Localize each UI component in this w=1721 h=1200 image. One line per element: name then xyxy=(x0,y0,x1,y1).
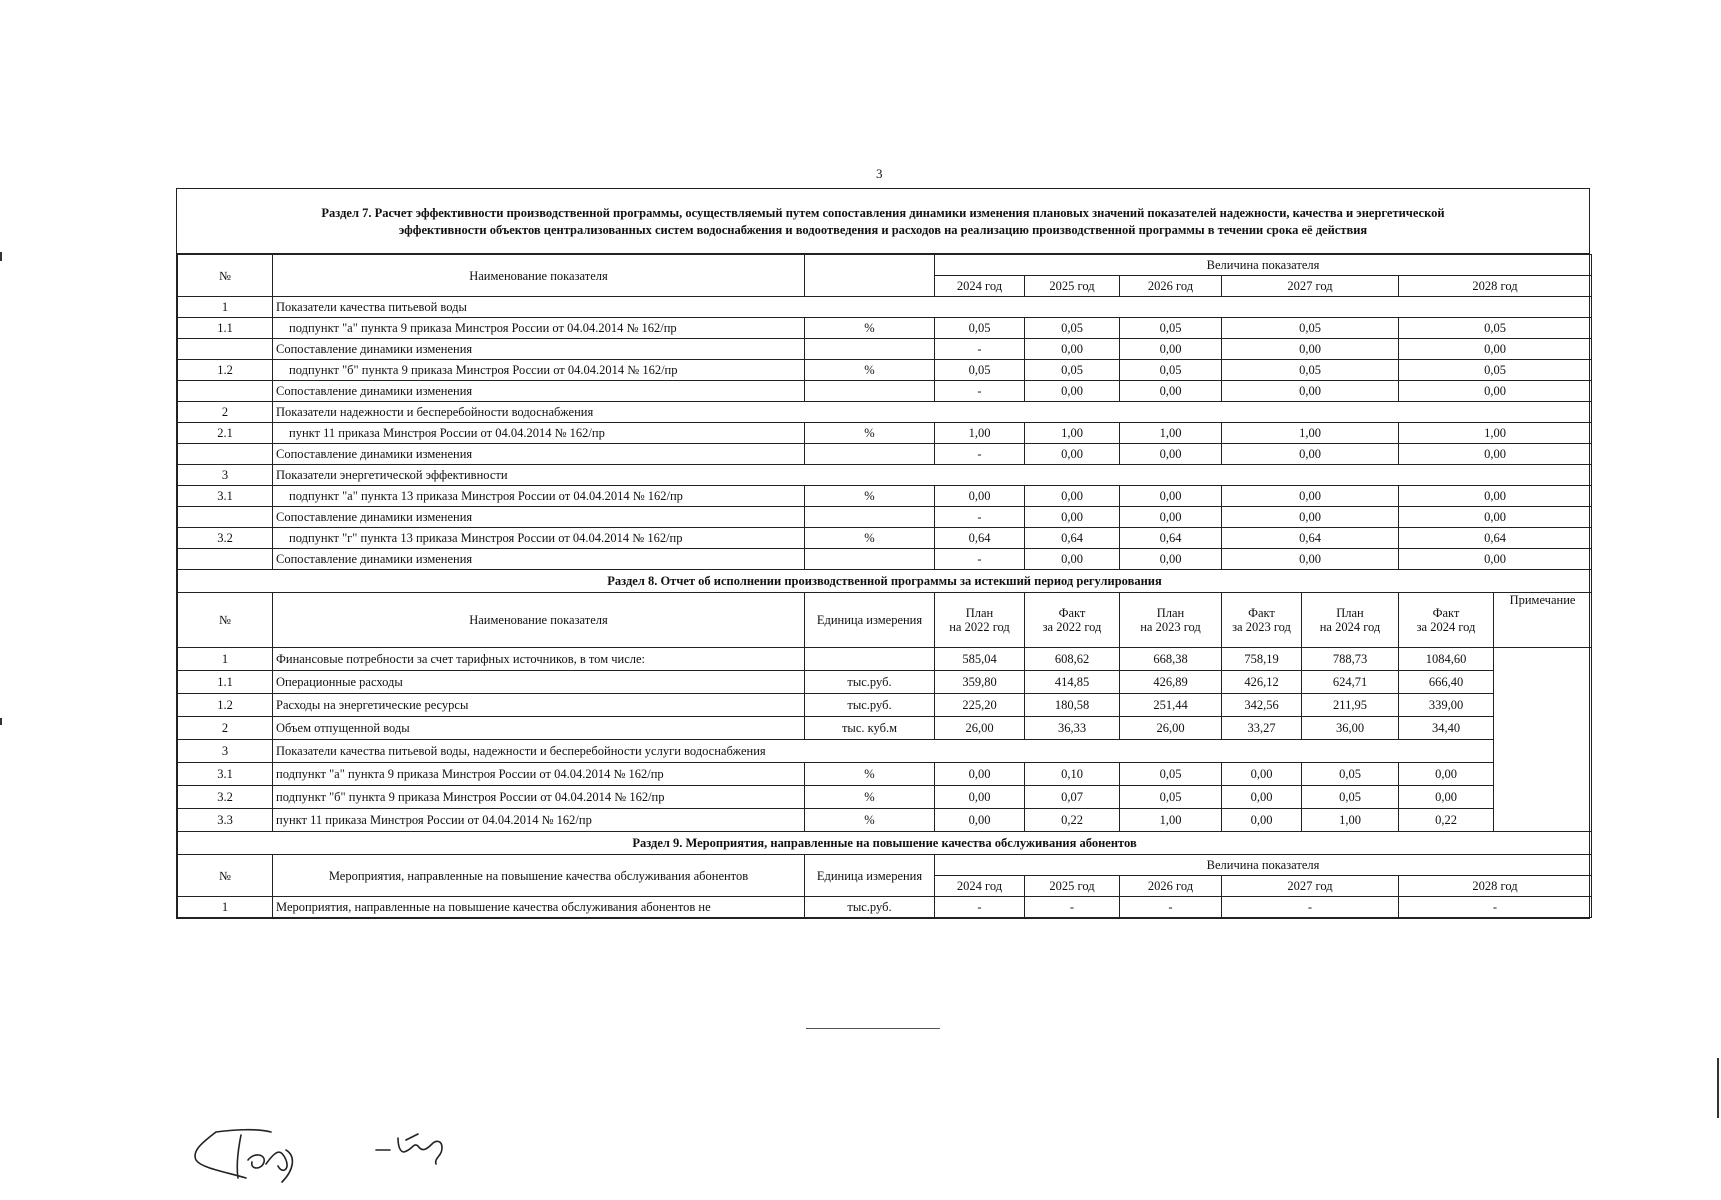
value-cell: 426,12 xyxy=(1222,671,1302,694)
unit-cell xyxy=(805,339,935,360)
s9-year: 2025 год xyxy=(1025,876,1120,897)
value-cell: 414,85 xyxy=(1025,671,1120,694)
row-number xyxy=(178,339,273,360)
row-number: 1.1 xyxy=(178,318,273,339)
value-cell: - xyxy=(935,444,1025,465)
value-cell: 0,64 xyxy=(1120,528,1222,549)
indicator-name: подпункт "а" пункта 13 приказа Минстроя России от 04.04.2014 № 162/пр xyxy=(273,486,805,507)
row-number xyxy=(178,549,273,570)
value-cell: - xyxy=(935,339,1025,360)
s8-body xyxy=(178,648,1592,832)
unit-cell: % xyxy=(805,360,935,381)
table-row xyxy=(178,528,1592,549)
value-cell: 0,00 xyxy=(1222,444,1399,465)
value-cell: - xyxy=(1025,897,1120,918)
value-cell: 0,00 xyxy=(935,486,1025,507)
indicator-name: подпункт "г" пункта 13 приказа Минстроя России от 04.04.2014 № 162/пр xyxy=(273,528,805,549)
unit-cell xyxy=(805,381,935,402)
section9-title: Раздел 9. Мероприятия, направленные на повышение качества обслуживания абонентов xyxy=(178,832,1592,855)
value-cell: - xyxy=(935,549,1025,570)
indicator-name: Операционные расходы xyxy=(273,671,805,694)
row-number: 1 xyxy=(178,897,273,918)
table-row xyxy=(178,809,1592,832)
table-row xyxy=(178,648,1592,671)
value-cell: 0,00 xyxy=(1120,381,1222,402)
value-cell: 0,64 xyxy=(1399,528,1592,549)
s8-col-unit: Единица измерения xyxy=(805,593,935,648)
value-cell: 0,00 xyxy=(1025,486,1120,507)
unit-cell xyxy=(805,507,935,528)
value-cell: 0,05 xyxy=(935,360,1025,381)
row-number: 2 xyxy=(178,717,273,740)
unit-cell: тыс. куб.м xyxy=(805,717,935,740)
table-row xyxy=(178,339,1592,360)
value-cell: 359,80 xyxy=(935,671,1025,694)
value-cell: 0,64 xyxy=(935,528,1025,549)
value-cell: 0,07 xyxy=(1025,786,1120,809)
section9-title-row xyxy=(178,832,1592,855)
value-cell: 0,00 xyxy=(1399,507,1592,528)
value-cell: 339,00 xyxy=(1399,694,1494,717)
row-number: 3.2 xyxy=(178,528,273,549)
row-number: 2 xyxy=(178,402,273,423)
row-number: 3.1 xyxy=(178,763,273,786)
indicator-name: Сопоставление динамики изменения xyxy=(273,339,805,360)
value-cell: 0,00 xyxy=(1222,786,1302,809)
s7-body xyxy=(178,297,1592,570)
value-cell: 0,05 xyxy=(1120,786,1222,809)
s7-col-name: Наименование показателя xyxy=(273,255,805,297)
value-cell: - xyxy=(1399,897,1592,918)
table-row xyxy=(178,381,1592,402)
value-cell: 0,00 xyxy=(1399,763,1494,786)
s8-col-name: Наименование показателя xyxy=(273,593,805,648)
value-cell: 251,44 xyxy=(1120,694,1222,717)
scan-edge-mark xyxy=(0,252,2,261)
s7-year: 2027 год xyxy=(1222,276,1399,297)
value-cell: 26,00 xyxy=(1120,717,1222,740)
value-cell: 180,58 xyxy=(1025,694,1120,717)
s7-year: 2026 год xyxy=(1120,276,1222,297)
table-row xyxy=(178,897,1592,918)
row-number: 3 xyxy=(178,740,273,763)
row-number: 1.2 xyxy=(178,694,273,717)
value-cell: 26,00 xyxy=(935,717,1025,740)
value-cell: 0,00 xyxy=(935,786,1025,809)
table-row xyxy=(178,507,1592,528)
indicator-name: Сопоставление динамики изменения xyxy=(273,444,805,465)
value-cell: 33,27 xyxy=(1222,717,1302,740)
table-row xyxy=(178,402,1592,423)
section7-title: Раздел 7. Расчет эффективности производственной программы, осуществляемый путем сопоставления динамики изменения плановых значений показателей надежности, качества и энергетической эффективности объектов централизованных систем водоснабжения и водоотведения и расходов на реализацию производственной программы в течении срока её действия xyxy=(177,189,1589,254)
value-cell: 624,71 xyxy=(1302,671,1399,694)
s9-col-value-group: Величина показателя xyxy=(935,855,1592,876)
value-cell: 0,00 xyxy=(1399,486,1592,507)
value-cell: 0,05 xyxy=(1399,360,1592,381)
value-cell: 0,05 xyxy=(1302,786,1399,809)
value-cell: 0,05 xyxy=(935,318,1025,339)
unit-cell xyxy=(805,648,935,671)
row-number: 1.1 xyxy=(178,671,273,694)
value-cell: 0,00 xyxy=(1222,549,1399,570)
s9-year: 2026 год xyxy=(1120,876,1222,897)
value-cell: 758,19 xyxy=(1222,648,1302,671)
value-cell: 608,62 xyxy=(1025,648,1120,671)
s7-year: 2028 год xyxy=(1399,276,1592,297)
table-row xyxy=(178,717,1592,740)
s8-col-fact-2024: Факт за 2024 год xyxy=(1399,593,1494,648)
s9-header-row1 xyxy=(178,855,1592,876)
value-cell: 1,00 xyxy=(1025,423,1120,444)
unit-cell: % xyxy=(805,786,935,809)
value-cell: 0,00 xyxy=(1399,549,1592,570)
unit-cell: % xyxy=(805,763,935,786)
value-cell: 0,00 xyxy=(1025,549,1120,570)
row-number: 3.2 xyxy=(178,786,273,809)
value-cell: 0,00 xyxy=(1120,486,1222,507)
unit-cell: тыс.руб. xyxy=(805,671,935,694)
value-cell: 0,00 xyxy=(1399,381,1592,402)
table-row xyxy=(178,786,1592,809)
table-row xyxy=(178,297,1592,318)
row-number: 3 xyxy=(178,465,273,486)
s9-body xyxy=(178,897,1592,918)
indicator-name: подпункт "а" пункта 9 приказа Минстроя России от 04.04.2014 № 162/пр xyxy=(273,763,805,786)
row-number: 3.1 xyxy=(178,486,273,507)
s8-col-no: № xyxy=(178,593,273,648)
table-row xyxy=(178,318,1592,339)
main-table xyxy=(177,254,1592,918)
table-row xyxy=(178,486,1592,507)
unit-cell: % xyxy=(805,423,935,444)
value-cell: - xyxy=(935,897,1025,918)
s7-header-row1 xyxy=(178,255,1592,276)
value-cell: 0,22 xyxy=(1025,809,1120,832)
value-cell: 0,00 xyxy=(1222,809,1302,832)
separator-line xyxy=(806,1028,940,1029)
value-cell: 0,00 xyxy=(935,809,1025,832)
indicator-name: Объем отпущенной воды xyxy=(273,717,805,740)
s8-col-note: Примечание xyxy=(1494,593,1592,648)
row-number xyxy=(178,381,273,402)
value-cell: 0,00 xyxy=(1399,339,1592,360)
group-name: Показатели энергетической эффективности xyxy=(273,465,1592,486)
s9-year: 2024 год xyxy=(935,876,1025,897)
value-cell: 225,20 xyxy=(935,694,1025,717)
row-number: 1 xyxy=(178,648,273,671)
unit-cell xyxy=(805,444,935,465)
value-cell: 0,00 xyxy=(1120,507,1222,528)
value-cell: 668,38 xyxy=(1120,648,1222,671)
section8-title: Раздел 8. Отчет об исполнении производственной программы за истекший период регулирования xyxy=(178,570,1592,593)
group-name: Показатели надежности и бесперебойности водоснабжения xyxy=(273,402,1592,423)
s8-col-fact-2023: Факт за 2023 год xyxy=(1222,593,1302,648)
section8-title-row xyxy=(178,570,1592,593)
value-cell: 0,64 xyxy=(1025,528,1120,549)
s9-col-no: № xyxy=(178,855,273,897)
table-row xyxy=(178,549,1592,570)
value-cell: 0,10 xyxy=(1025,763,1120,786)
value-cell: 1,00 xyxy=(1120,809,1222,832)
table-row xyxy=(178,423,1592,444)
value-cell: 0,64 xyxy=(1222,528,1399,549)
indicator-name: подпункт "б" пункта 9 приказа Минстроя России от 04.04.2014 № 162/пр xyxy=(273,360,805,381)
s8-col-plan-2024: План на 2024 год xyxy=(1302,593,1399,648)
note-cell xyxy=(1494,648,1592,832)
unit-cell: % xyxy=(805,809,935,832)
value-cell: 0,05 xyxy=(1222,318,1399,339)
indicator-name: подпункт "б" пункта 9 приказа Минстроя России от 04.04.2014 № 162/пр xyxy=(273,786,805,809)
value-cell: 1,00 xyxy=(1302,809,1399,832)
indicator-name: подпункт "а" пункта 9 приказа Минстроя России от 04.04.2014 № 162/пр xyxy=(273,318,805,339)
value-cell: 0,00 xyxy=(935,763,1025,786)
value-cell: 426,89 xyxy=(1120,671,1222,694)
indicator-name: Сопоставление динамики изменения xyxy=(273,549,805,570)
value-cell: 0,00 xyxy=(1120,444,1222,465)
row-number: 3.3 xyxy=(178,809,273,832)
value-cell: 0,05 xyxy=(1302,763,1399,786)
value-cell: 1084,60 xyxy=(1399,648,1494,671)
unit-cell: % xyxy=(805,528,935,549)
indicator-name: Расходы на энергетические ресурсы xyxy=(273,694,805,717)
indicator-name: Сопоставление динамики изменения xyxy=(273,381,805,402)
row-number: 1.2 xyxy=(178,360,273,381)
group-name: Показатели качества питьевой воды xyxy=(273,297,1592,318)
value-cell: 0,05 xyxy=(1399,318,1592,339)
unit-cell: тыс.руб. xyxy=(805,897,935,918)
value-cell: 788,73 xyxy=(1302,648,1399,671)
document-frame xyxy=(176,188,1590,919)
activity-name: Мероприятия, направленные на повышение качества обслуживания абонентов не xyxy=(273,897,805,918)
value-cell: 0,00 xyxy=(1222,486,1399,507)
s7-col-value-group: Величина показателя xyxy=(935,255,1592,276)
value-cell: 0,00 xyxy=(1120,549,1222,570)
table-row xyxy=(178,360,1592,381)
scan-edge-mark xyxy=(1717,1058,1719,1118)
s8-col-plan-2023: План на 2023 год xyxy=(1120,593,1222,648)
value-cell: 1,00 xyxy=(1399,423,1592,444)
indicator-name: пункт 11 приказа Минстроя России от 04.04.2014 № 162/пр xyxy=(273,809,805,832)
indicator-name: Сопоставление динамики изменения xyxy=(273,507,805,528)
handwritten-signature xyxy=(186,1120,486,1190)
value-cell: - xyxy=(935,381,1025,402)
value-cell: 0,00 xyxy=(1025,507,1120,528)
value-cell: 342,56 xyxy=(1222,694,1302,717)
indicator-name: пункт 11 приказа Минстроя России от 04.04.2014 № 162/пр xyxy=(273,423,805,444)
s8-header-row xyxy=(178,593,1592,648)
value-cell: 0,22 xyxy=(1399,809,1494,832)
value-cell: 0,05 xyxy=(1120,318,1222,339)
row-number: 1 xyxy=(178,297,273,318)
s8-col-plan-2022: План на 2022 год xyxy=(935,593,1025,648)
table-row xyxy=(178,740,1592,763)
s8-col-fact-2022: Факт за 2022 год xyxy=(1025,593,1120,648)
value-cell: 0,00 xyxy=(1025,339,1120,360)
value-cell: 0,05 xyxy=(1120,763,1222,786)
value-cell: 0,05 xyxy=(1025,318,1120,339)
value-cell: 1,00 xyxy=(1120,423,1222,444)
value-cell: 1,00 xyxy=(935,423,1025,444)
s7-year: 2025 год xyxy=(1025,276,1120,297)
value-cell: 0,00 xyxy=(1222,339,1399,360)
table-row xyxy=(178,694,1592,717)
value-cell: 0,05 xyxy=(1222,360,1399,381)
row-number xyxy=(178,507,273,528)
value-cell: - xyxy=(1222,897,1399,918)
s7-col-unit xyxy=(805,255,935,297)
table-row xyxy=(178,671,1592,694)
scan-edge-mark xyxy=(0,718,2,725)
value-cell: 0,00 xyxy=(1120,339,1222,360)
value-cell: - xyxy=(1120,897,1222,918)
value-cell: 211,95 xyxy=(1302,694,1399,717)
value-cell: 36,00 xyxy=(1302,717,1399,740)
value-cell: 36,33 xyxy=(1025,717,1120,740)
unit-cell: % xyxy=(805,486,935,507)
value-cell: 0,00 xyxy=(1399,444,1592,465)
unit-cell xyxy=(805,549,935,570)
value-cell: 585,04 xyxy=(935,648,1025,671)
table-row xyxy=(178,465,1592,486)
s7-year: 2024 год xyxy=(935,276,1025,297)
unit-cell: % xyxy=(805,318,935,339)
indicator-name: Финансовые потребности за счет тарифных источников, в том числе: xyxy=(273,648,805,671)
row-number xyxy=(178,444,273,465)
page-number: 3 xyxy=(876,166,883,181)
group-name: Показатели качества питьевой воды, надежности и бесперебойности услуги водоснабжения xyxy=(273,740,1494,763)
table-row xyxy=(178,763,1592,786)
s7-col-no: № xyxy=(178,255,273,297)
value-cell: 34,40 xyxy=(1399,717,1494,740)
value-cell: 1,00 xyxy=(1222,423,1399,444)
value-cell: 0,00 xyxy=(1222,507,1399,528)
table-row xyxy=(178,444,1592,465)
value-cell: 0,00 xyxy=(1399,786,1494,809)
s9-year: 2027 год xyxy=(1222,876,1399,897)
value-cell: 0,05 xyxy=(1120,360,1222,381)
value-cell: 0,00 xyxy=(1025,381,1120,402)
row-number: 2.1 xyxy=(178,423,273,444)
s9-col-name: Мероприятия, направленные на повышение качества обслуживания абонентов xyxy=(273,855,805,897)
value-cell: - xyxy=(935,507,1025,528)
s9-col-unit: Единица измерения xyxy=(805,855,935,897)
value-cell: 0,00 xyxy=(1025,444,1120,465)
unit-cell: тыс.руб. xyxy=(805,694,935,717)
value-cell: 0,05 xyxy=(1025,360,1120,381)
value-cell: 0,00 xyxy=(1222,381,1399,402)
value-cell: 0,00 xyxy=(1222,763,1302,786)
value-cell: 666,40 xyxy=(1399,671,1494,694)
s9-year: 2028 год xyxy=(1399,876,1592,897)
